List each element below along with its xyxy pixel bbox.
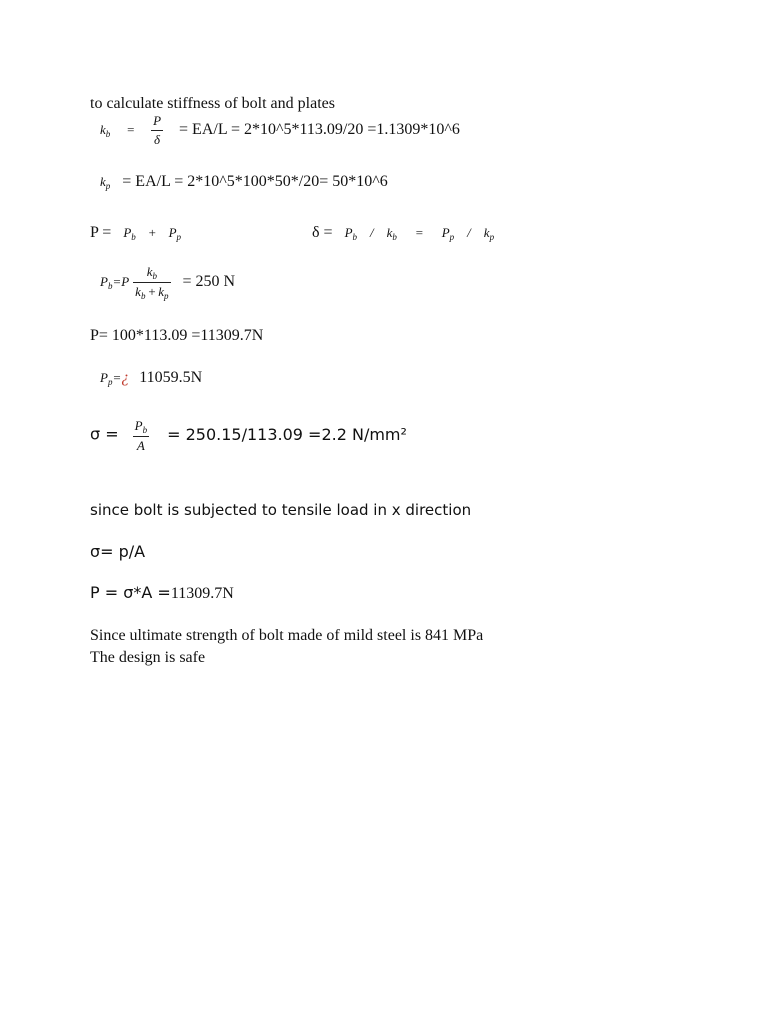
pb-equation bbox=[100, 264, 235, 301]
p-sigma-lhs: P = σ*A = bbox=[90, 583, 171, 602]
pb-frac-den: $k_b + k_p$ bbox=[135, 284, 169, 301]
p-sum-plus: + bbox=[147, 225, 157, 240]
p-sum-equation bbox=[90, 224, 181, 242]
pp-glyph: ¿ bbox=[121, 369, 130, 386]
kp-result: = EA/L = 2*10^5*100*50*/20= 50*10^6 bbox=[122, 173, 388, 190]
sigma-frac-num: $P_b$ bbox=[134, 418, 148, 435]
pp-eq: = bbox=[112, 370, 122, 385]
pp-equation bbox=[100, 369, 202, 387]
sigma-frac-den: A bbox=[136, 438, 145, 453]
kb-result: = EA/L = 2*10^5*113.09/20 =1.1309*10^6 bbox=[179, 121, 460, 139]
delta-slash-1: / bbox=[370, 225, 374, 240]
pb-eq-p: =P bbox=[112, 274, 130, 290]
delta-equation bbox=[312, 224, 494, 242]
p-sigma-result: 11309.7N bbox=[170, 585, 234, 602]
kb-equation bbox=[100, 113, 460, 148]
sigma-lhs: σ = bbox=[90, 424, 119, 444]
conclusion-line-1: Since ultimate strength of bolt made of mild steel is 841 MPa bbox=[90, 627, 484, 644]
pb-fraction bbox=[133, 264, 170, 301]
delta-lhs: δ = bbox=[312, 224, 333, 241]
sigma-equation bbox=[90, 418, 407, 454]
delta-d: $k_p$ bbox=[483, 225, 495, 242]
kb-fraction bbox=[151, 113, 163, 148]
heading: to calculate stiffness of bolt and plates bbox=[90, 95, 335, 112]
tensile-note: since bolt is subjected to tensile load in x direction bbox=[90, 501, 472, 519]
pb-frac-num: $k_b$ bbox=[133, 264, 170, 283]
sigma-fraction bbox=[133, 418, 149, 454]
delta-eq: = bbox=[414, 225, 424, 240]
kb-eq: = bbox=[126, 122, 136, 138]
p-sigma-line bbox=[90, 583, 234, 603]
delta-b: $k_b$ bbox=[386, 225, 397, 242]
kb-frac-num: P bbox=[151, 113, 163, 131]
sigma-result: = 250.15/113.09 =2.2 N/mm² bbox=[167, 424, 407, 444]
pb-result: = 250 N bbox=[182, 273, 236, 291]
kb-var: $k_b$ bbox=[100, 122, 111, 140]
delta-a: $P_b$ bbox=[344, 225, 358, 242]
kp-equation bbox=[100, 173, 388, 191]
pp-lhs: $P_p$ bbox=[100, 370, 113, 387]
p-value-line: P= 100*113.09 =11309.7N bbox=[90, 327, 264, 344]
pp-result: 11059.5N bbox=[139, 369, 203, 386]
conclusion-line-2: The design is safe bbox=[90, 649, 206, 666]
p-sum-term-1: $P_b$ bbox=[123, 225, 136, 242]
pb-lhs: $P_b$ bbox=[100, 274, 113, 292]
kb-frac-den: δ bbox=[154, 132, 161, 147]
sigma-pa-line: σ= p/A bbox=[90, 542, 146, 561]
delta-slash-2: / bbox=[467, 225, 471, 240]
delta-c: $P_p$ bbox=[441, 225, 455, 242]
p-sum-term-2: $P_p$ bbox=[168, 225, 182, 242]
kp-var: $k_p$ bbox=[100, 174, 111, 191]
p-sum-lhs: P = bbox=[90, 224, 112, 241]
